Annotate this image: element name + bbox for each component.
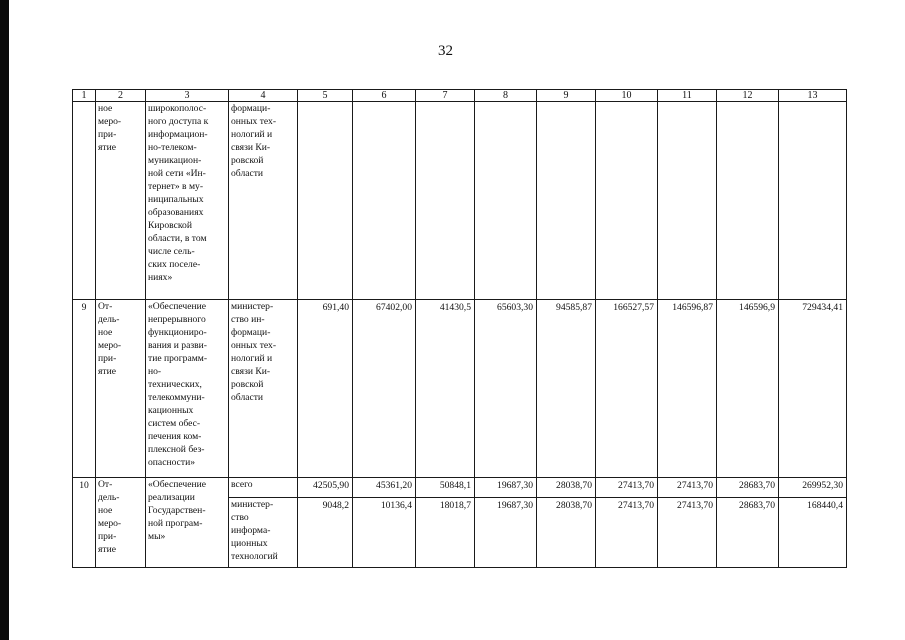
cell-line: онных тех- [231,340,277,351]
value-cell: 27413,70 [596,498,658,568]
cell-line: образованиях [148,207,204,218]
header-cell: 8 [475,90,537,102]
cell-line: дель- [98,492,120,503]
value-cell: 50848,1 [416,478,475,498]
executor-cell [229,300,298,478]
cell-line: при- [98,353,117,364]
value-cell: 18018,7 [416,498,475,568]
table-row [73,102,847,300]
cell-line: ционных [231,538,268,549]
cell-line: тие программ- [148,353,208,364]
event-type-cell [96,102,146,300]
cell-line: дель- [98,314,120,325]
cell-line: числе сель- [148,246,195,257]
cell-line: ное [98,505,113,516]
cell-line: «Обеспечение [148,479,206,490]
cell-line: муникацион- [148,155,202,166]
executor-cell [229,102,298,300]
cell-line: опасности» [148,457,195,468]
value-cell: 19687,30 [475,478,537,498]
cell-line: ятие [98,544,116,555]
event-type-cell [96,300,146,478]
cell-line: при- [98,531,117,542]
value-cell: 27413,70 [658,498,717,568]
value-cell [537,102,596,300]
header-cell: 1 [73,90,96,102]
event-name-cell [146,300,229,478]
header-cell: 4 [229,90,298,102]
cell-line: ятие [98,142,116,153]
cell-line: ной сети «Ин- [148,168,206,179]
cell-line: функциониро- [148,327,207,338]
value-cell: 269952,30 [779,478,847,498]
header-cell: 2 [96,90,146,102]
value-cell: 41430,5 [416,300,475,478]
cell-line: нологий и [231,353,273,364]
value-cell: 27413,70 [658,478,717,498]
value-cell [475,102,537,300]
header-cell: 10 [596,90,658,102]
cell-line: онных тех- [231,116,277,127]
cell-line: тернет» в му- [148,181,204,192]
cell-line: но-телеком- [148,142,197,153]
cell-line: ное [98,103,113,114]
cell-line: непрерывного [148,314,206,325]
row-number: 10 [73,478,96,568]
row-number: 9 [73,300,96,478]
cell-line: формаци- [231,327,271,338]
cell-line: «Обеспечение [148,301,206,312]
value-cell [717,102,779,300]
cell-line: меро- [98,116,122,127]
cell-line: ного доступа к [148,116,209,127]
cell-line: мы» [148,531,166,542]
cell-line: связи Ки- [231,142,271,153]
cell-line: плексной без- [148,444,205,455]
cell-line: области, в том [148,233,207,244]
cell-line: ских поселе- [148,259,201,270]
value-cell [596,102,658,300]
cell-line: области [231,168,264,179]
cell-line: ное [98,327,113,338]
value-cell: 28683,70 [717,478,779,498]
value-cell: 45361,20 [353,478,416,498]
cell-line: систем обес- [148,418,201,429]
cell-line: меро- [98,518,122,529]
event-type-cell [96,478,146,568]
value-cell [658,102,717,300]
value-cell: 9048,2 [298,498,353,568]
cell-line: ниципальных [148,194,204,205]
header-cell: 9 [537,90,596,102]
value-cell: 146596,9 [717,300,779,478]
header-cell: 5 [298,90,353,102]
value-cell: 28038,70 [537,478,596,498]
cell-line: ятие [98,366,116,377]
cell-line: От- [98,479,113,490]
data-table [72,89,847,568]
cell-line: От- [98,301,113,312]
cell-line: министер- [231,499,274,510]
cell-line: ниях» [148,272,173,283]
value-cell [353,102,416,300]
cell-line: информа- [231,525,271,536]
value-cell: 10136,4 [353,498,416,568]
cell-line: связи Ки- [231,366,271,377]
value-cell: 27413,70 [596,478,658,498]
value-cell: 166527,57 [596,300,658,478]
header-cell: 12 [717,90,779,102]
value-cell: 691,40 [298,300,353,478]
cell-line: области [231,392,264,403]
header-cell: 6 [353,90,416,102]
value-cell: 94585,87 [537,300,596,478]
page-number: 32 [438,43,453,59]
cell-line: печения ком- [148,431,202,442]
cell-line: меро- [98,340,122,351]
cell-line: технологий [231,551,278,562]
header-cell: 13 [779,90,847,102]
cell-line: реализации [148,492,195,503]
header-cell: 7 [416,90,475,102]
value-cell: 146596,87 [658,300,717,478]
value-cell: 28683,70 [717,498,779,568]
value-cell [779,102,847,300]
cell-line: при- [98,129,117,140]
cell-line: министер- [231,301,274,312]
executor-cell [229,478,298,498]
cell-line: ровской [231,155,264,166]
value-cell: 42505,90 [298,478,353,498]
cell-line: ной програм- [148,518,203,529]
cell-line: формаци- [231,103,271,114]
header-cell: 3 [146,90,229,102]
value-cell: 729434,41 [779,300,847,478]
executor-cell [229,498,298,568]
event-name-cell [146,102,229,300]
cell-line: ровской [231,379,264,390]
value-cell: 67402,00 [353,300,416,478]
value-cell [416,102,475,300]
cell-line: информацион- [148,129,208,140]
cell-line: нологий и [231,129,273,140]
row-number [73,102,96,300]
scan-edge-bar [0,0,9,640]
cell-line: технических, [148,379,202,390]
value-cell: 65603,30 [475,300,537,478]
value-cell: 28038,70 [537,498,596,568]
value-cell: 19687,30 [475,498,537,568]
cell-line: ство ин- [231,314,265,325]
event-name-cell [146,478,229,568]
cell-line: телекоммуни- [148,392,205,403]
value-cell [298,102,353,300]
cell-line: Государствен- [148,505,206,516]
header-row [73,90,847,102]
table-row [73,300,847,478]
cell-line: кационных [148,405,194,416]
value-cell: 168440,4 [779,498,847,568]
table-row [73,478,847,498]
header-cell: 11 [658,90,717,102]
cell-line: но- [148,366,162,377]
cell-line: Кировской [148,220,192,231]
cell-line: ство [231,512,249,523]
cell-line: всего [231,479,253,490]
cell-line: широкополос- [148,103,207,114]
cell-line: вания и разви- [148,340,207,351]
